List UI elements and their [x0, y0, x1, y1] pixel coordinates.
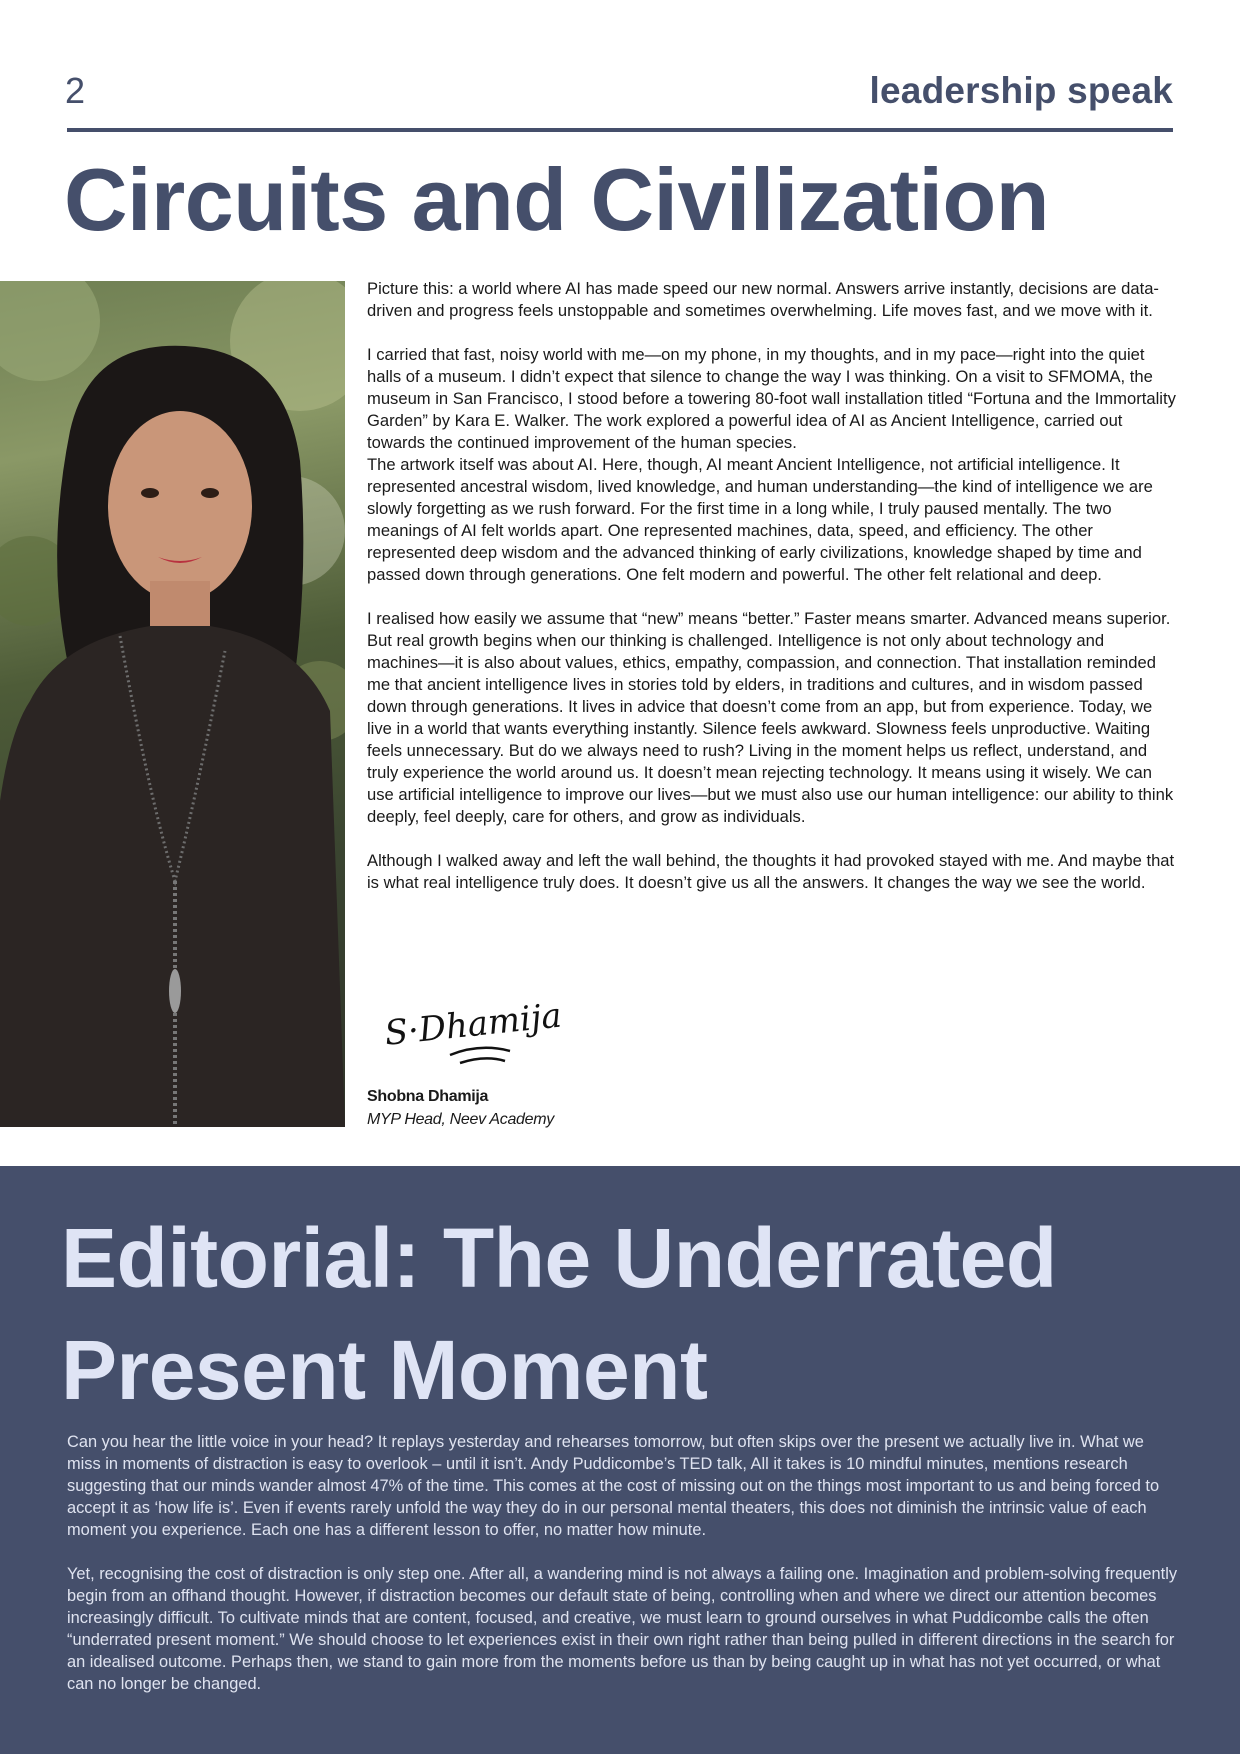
- editorial-body: [67, 1431, 1182, 1717]
- article-paragraph: I carried that fast, noisy world with me—on my phone, in my thoughts, and in my pace—right into the quiet halls of a museum. I didn’t expect that silence to change the way I was thinking. On a visit to SFMOMA, the museum in San Francisco, I stood before a towering 80-foot wall installation titled “Fortuna and the Immortality Garden” by Kara E. Walker. The work explored a powerful idea of AI as Ancient Intelligence, carried out towards the continued improvement of the human species.: [367, 345, 1176, 452]
- author-name: Shobna Dhamija: [367, 1088, 489, 1105]
- page-number: 2: [65, 70, 86, 111]
- handwritten-signature: [380, 985, 580, 1075]
- editorial-paragraph: Yet, recognising the cost of distraction is only step one. After all, a wandering mind is not always a failing one. Imagination and problem-solving frequently begin from an offhand thought. However, if distraction becomes our default state of being, controlling when and where we direct our attention becomes increasingly difficult. To cultivate minds that are content, focused, and creative, we must learn to ground ourselves in what Puddicombe calls the often “underrated present moment.” We should choose to let experiences exist in their own right rather than being pulled in different directions in the search for an idealised outcome. Perhaps then, we stand to gain more from the moments before us than by being caught up in what has not yet occurred, or what can no longer be changed.: [67, 1565, 1178, 1693]
- article-paragraph: Picture this: a world where AI has made speed our new normal. Answers arrive instantly, decisions are data-driven and progress feels unstoppable and sometimes overwhelming. Life moves fast, and we move with it.: [367, 279, 1159, 320]
- article-paragraph: Although I walked away and left the wall behind, the thoughts it had provoked stayed with me. And maybe that is what real intelligence truly does. It doesn’t give us all the answers. It changes the way we see the world.: [367, 851, 1175, 892]
- article-paragraph: I realised how easily we assume that “new” means “better.” Faster means smarter. Advanced means superior. But real growth begins when our thinking is challenged. Intelligence is not only about technology and machines—it is also about values, ethics, empathy, compassion, and connection. That installation reminded me that ancient intelligence lives in stories told by elders, in traditions and cultures, and in wisdom passed down through generations. It lives in advice that doesn’t come from an app, but from experience. Today, we live in a world that wants everything instantly. Silence feels awkward. Slowness feels unproductive. Waiting feels unnecessary. But do we always need to rush? Living in the moment helps us reflect, understand, and truly experience the world around us. It doesn’t mean rejecting technology. It means using it wisely. We can use artificial intelligence to improve our lives—but we must also use our human intelligence: our ability to think deeply, feel deeply, care for others, and grow as individuals.: [367, 609, 1174, 826]
- editorial-title: Editorial: The Underrated Present Moment: [61, 1211, 1057, 1417]
- article-body: [367, 278, 1177, 916]
- svg-text:S·Dhamija: S·Dhamija: [382, 995, 564, 1054]
- article-paragraph: The artwork itself was about AI. Here, though, AI meant Ancient Intelligence, not artificial intelligence. It represented ancestral wisdom, lived knowledge, and human understanding—the kind of intelligence we are slowly forgetting as we rush forward. For the first time in a long while, I truly paused mentally. The two meanings of AI felt worlds apart. One represented machines, data, speed, and efficiency. The other represented deep wisdom and the advanced thinking of early civilizations, knowledge shaped by time and passed down through generations. One felt modern and powerful. The other felt relational and deep.: [367, 455, 1153, 584]
- header-divider: [67, 128, 1173, 132]
- editorial-paragraph: Can you hear the little voice in your head? It replays yesterday and rehearses tomorrow, but often skips over the present we actually live in. What we miss in moments of distraction is easy to overlook – until it isn’t. Andy Puddicombe’s TED talk, All it takes is 10 mindful minutes, mentions research suggesting that our minds wander almost 47% of the time. This comes at the cost of missing out on the things most important to us and being forced to accept it as ‘how life is’. Even if events rarely unfold the way they do in our personal mental theaters, this does not diminish the intrinsic value of each moment you experience. Each one has a different lesson to offer, no matter how minute.: [67, 1433, 1160, 1539]
- author-portrait-photo: [0, 281, 345, 1127]
- author-role: MYP Head, Neev Academy: [367, 1111, 554, 1128]
- section-label: leadership speak: [869, 70, 1173, 111]
- editorial-section: [0, 1166, 1240, 1754]
- article-title: Circuits and Civilization: [64, 150, 1049, 249]
